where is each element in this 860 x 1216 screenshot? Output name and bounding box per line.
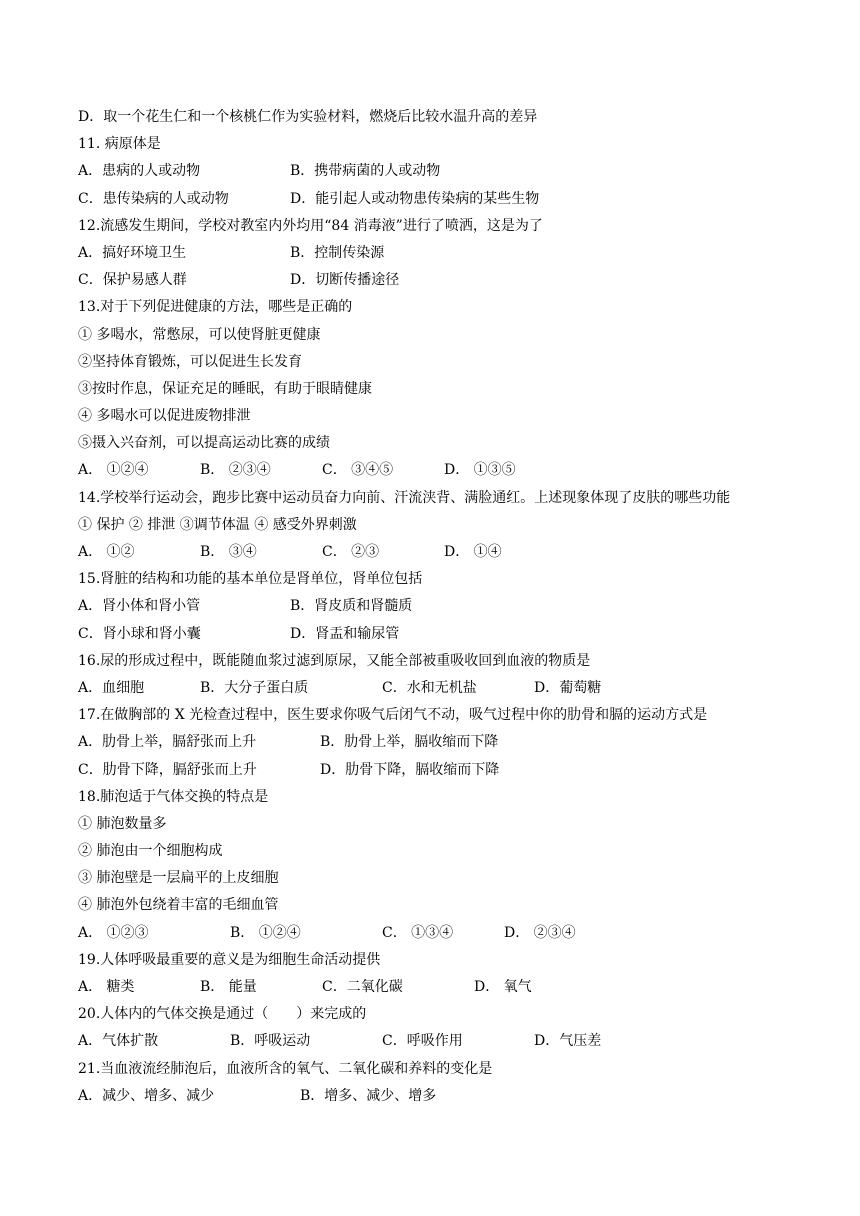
option-row — [78, 974, 798, 1001]
answer-option: B．肋骨上举，膈收缩而下降 — [320, 734, 499, 751]
answer-option: A． 糖类 — [78, 979, 135, 995]
statement-item-line — [78, 892, 798, 919]
answer-option: A． ①② — [78, 544, 135, 560]
answer-option: B．大分子蛋白质 — [200, 679, 309, 696]
answer-option: D． 氧气 — [474, 979, 532, 995]
question-stem: 13.对于下列促进健康的方法，哪些是正确的 — [78, 299, 353, 316]
statement-item: ① 多喝水，常憋尿，可以使肾脏更健康 — [78, 326, 321, 343]
answer-option: A．肋骨上举，膈舒张而上升 — [78, 734, 257, 751]
question-stem: 17.在做胸部的 X 光检查过程中，医生要求你吸气后闭气不动，吸气过程中你的肋骨和膈的运动方式是 — [78, 707, 708, 724]
option-row — [78, 920, 798, 947]
answer-option-line — [78, 104, 798, 131]
option-row — [78, 757, 798, 784]
answer-option: C． ①③④ — [382, 924, 454, 941]
answer-option: B． 能量 — [200, 979, 257, 995]
statement-item-line — [78, 322, 798, 349]
question-stem-line — [78, 566, 798, 593]
answer-option: A．患病的人或动物 — [78, 163, 201, 180]
answer-option: A．血细胞 — [78, 679, 145, 696]
question-stem-line — [78, 648, 798, 675]
statement-item: ④ 肺泡外包绕着丰富的毛细血管 — [78, 897, 279, 914]
question-stem-line — [78, 131, 798, 158]
answer-option: C．呼吸作用 — [382, 1033, 463, 1050]
answer-option: D．肋骨下降，膈收缩而下降 — [320, 761, 500, 778]
statement-item: ③ 肺泡壁是一层扁平的上皮细胞 — [78, 870, 279, 887]
answer-option: B．肾皮质和肾髓质 — [290, 598, 413, 615]
option-row — [78, 267, 798, 294]
question-stem: 14.学校举行运动会，跑步比赛中运动员奋力向前、汗流浃背、满脸通红。上述现象体现了皮肤的哪些功能 — [78, 489, 731, 506]
statement-item-line — [78, 512, 798, 539]
statement-item: ②坚持体育锻炼，可以促进生长发育 — [78, 353, 302, 370]
statement-item-line — [78, 811, 798, 838]
question-stem-line — [78, 485, 798, 512]
option-row — [78, 675, 798, 702]
option-row — [78, 621, 798, 648]
question-list — [78, 104, 798, 1110]
answer-option: B． ②③④ — [200, 462, 271, 479]
question-stem: 15.肾脏的结构和功能的基本单位是肾单位，肾单位包括 — [78, 571, 423, 588]
option-row — [78, 539, 798, 566]
option-row — [78, 729, 798, 756]
statement-item-line — [78, 349, 798, 376]
question-stem-line — [78, 1056, 798, 1083]
answer-option: C．肋骨下降，膈舒张而上升 — [78, 761, 257, 778]
statement-item-line — [78, 376, 798, 403]
option-row — [78, 158, 798, 185]
answer-option: B．增多、减少、增多 — [300, 1087, 437, 1104]
answer-option: D． ①③⑤ — [444, 462, 516, 479]
question-stem-line — [78, 213, 798, 240]
answer-option: D．肾盂和输尿管 — [290, 625, 400, 642]
answer-option: C． ②③ — [322, 544, 380, 560]
answer-option: D．气压差 — [534, 1033, 602, 1050]
answer-option: C．水和无机盐 — [382, 679, 477, 696]
question-stem: 18.肺泡适于气体交换的特点是 — [78, 788, 269, 805]
answer-option: B．控制传染源 — [290, 244, 385, 261]
statement-item-line — [78, 430, 798, 457]
answer-option: A． ①②③ — [78, 924, 149, 941]
answer-option: D．切断传播途径 — [290, 272, 400, 289]
statement-item-line — [78, 865, 798, 892]
question-stem-line — [78, 947, 798, 974]
answer-option: C．肾小球和肾小囊 — [78, 625, 201, 642]
answer-option: B． ①②④ — [230, 924, 301, 941]
option-row — [78, 593, 798, 620]
statement-item: ② 肺泡由一个细胞构成 — [78, 843, 223, 860]
answer-option: A．气体扩散 — [78, 1033, 159, 1050]
answer-option: D．葡萄糖 — [534, 679, 602, 696]
question-stem-line — [78, 702, 798, 729]
question-stem-line — [78, 294, 798, 321]
statement-item: ① 保护 ② 排泄 ③调节体温 ④ 感受外界刺激 — [78, 516, 357, 533]
option-row — [78, 240, 798, 267]
question-stem: 16.尿的形成过程中，既能随血浆过滤到原尿，又能全部被重吸收回到血液的物质是 — [78, 652, 591, 669]
statement-item: ① 肺泡数量多 — [78, 815, 167, 832]
statement-item: ③按时作息，保证充足的睡眠，有助于眼睛健康 — [78, 380, 372, 397]
answer-option: D． ②③④ — [504, 924, 576, 941]
question-stem: 21.当血液流经肺泡后，血液所含的氧气、二氧化碳和养料的变化是 — [78, 1060, 493, 1077]
answer-option: C．保护易感人群 — [78, 272, 187, 289]
answer-option: C． ③④⑤ — [322, 462, 394, 479]
answer-option: B． ③④ — [200, 544, 257, 560]
option-row — [78, 457, 798, 484]
question-stem: 11. 病原体是 — [78, 136, 161, 153]
option-row — [78, 1083, 798, 1110]
answer-option: C．二氧化碳 — [322, 979, 403, 995]
answer-option: D． ①④ — [444, 544, 502, 560]
statement-item: ⑤摄入兴奋剂，可以提高运动比赛的成绩 — [78, 435, 330, 452]
answer-option: B．携带病菌的人或动物 — [290, 163, 441, 180]
question-stem-line — [78, 784, 798, 811]
statement-item-line — [78, 403, 798, 430]
answer-option: C．患传染病的人或动物 — [78, 190, 229, 207]
question-stem: 20.人体内的气体交换是通过（ ）来完成的 — [78, 1006, 367, 1023]
answer-option: A．搞好环境卫生 — [78, 244, 187, 261]
answer-option: A．肾小体和肾小管 — [78, 598, 201, 615]
answer-option: A． ①②④ — [78, 462, 149, 479]
statement-item: ④ 多喝水可以促进废物排泄 — [78, 408, 251, 425]
option-row — [78, 1028, 798, 1055]
answer-option: A．减少、增多、减少 — [78, 1087, 215, 1104]
statement-item-line — [78, 838, 798, 865]
question-stem: 12.流感发生期间，学校对教室内外均用“84 消毒液”进行了喷洒，这是为了 — [78, 217, 543, 234]
option-row — [78, 186, 798, 213]
answer-option: D．取一个花生仁和一个核桃仁作为实验材料，燃烧后比较水温升高的差异 — [78, 109, 538, 125]
question-stem-line — [78, 1001, 798, 1028]
answer-option: B．呼吸运动 — [230, 1033, 311, 1050]
question-stem: 19.人体呼吸最重要的意义是为细胞生命活动提供 — [78, 951, 381, 968]
answer-option: D．能引起人或动物患传染病的某些生物 — [290, 190, 540, 207]
